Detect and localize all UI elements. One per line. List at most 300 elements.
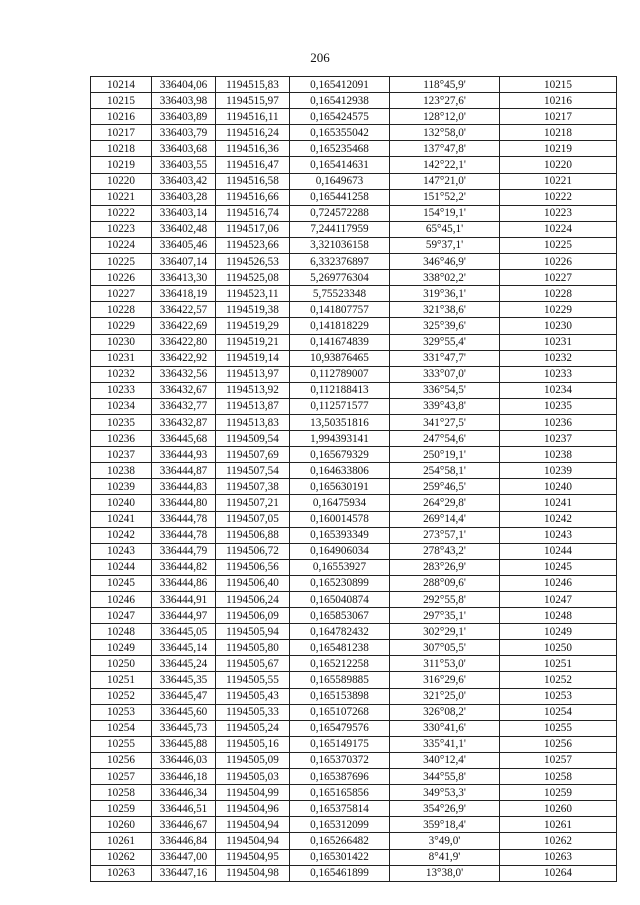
table-row	[91, 125, 617, 141]
x-coordinate-cell: 336445,24	[152, 656, 216, 672]
y-coordinate-cell: 1194515,83	[216, 77, 290, 93]
y-coordinate-cell: 1194506,88	[216, 527, 290, 543]
x-coordinate-cell: 336445,05	[152, 624, 216, 640]
x-coordinate-cell: 336402,48	[152, 221, 216, 237]
y-coordinate-cell: 1194505,33	[216, 704, 290, 720]
point-id-cell: 10219	[91, 157, 152, 173]
distance-cell: 1,994393141	[290, 431, 390, 447]
next-point-id-cell: 10260	[500, 801, 617, 817]
next-point-id-cell: 10236	[500, 414, 617, 430]
bearing-cell: 331°47,7'	[390, 350, 500, 366]
next-point-id-cell: 10245	[500, 559, 617, 575]
table-row	[91, 173, 617, 189]
y-coordinate-cell: 1194505,16	[216, 736, 290, 752]
next-point-id-cell: 10240	[500, 479, 617, 495]
x-coordinate-cell: 336422,57	[152, 302, 216, 318]
point-id-cell: 10224	[91, 237, 152, 253]
bearing-cell: 278°43,2'	[390, 543, 500, 559]
y-coordinate-cell: 1194516,36	[216, 141, 290, 157]
table-row	[91, 350, 617, 366]
point-id-cell: 10226	[91, 270, 152, 286]
y-coordinate-cell: 1194504,96	[216, 801, 290, 817]
distance-cell: 0,165414631	[290, 157, 390, 173]
next-point-id-cell: 10257	[500, 752, 617, 768]
point-id-cell: 10259	[91, 801, 152, 817]
point-id-cell: 10232	[91, 366, 152, 382]
x-coordinate-cell: 336444,78	[152, 511, 216, 527]
bearing-cell: 340°12,4'	[390, 752, 500, 768]
x-coordinate-cell: 336432,77	[152, 398, 216, 414]
y-coordinate-cell: 1194505,94	[216, 624, 290, 640]
distance-cell: 0,165040874	[290, 592, 390, 608]
distance-cell: 0,165589885	[290, 672, 390, 688]
table-row	[91, 77, 617, 93]
point-id-cell: 10262	[91, 849, 152, 865]
next-point-id-cell: 10263	[500, 849, 617, 865]
distance-cell: 0,165412091	[290, 77, 390, 93]
y-coordinate-cell: 1194505,80	[216, 640, 290, 656]
table-row	[91, 785, 617, 801]
y-coordinate-cell: 1194507,69	[216, 447, 290, 463]
table-row	[91, 431, 617, 447]
distance-cell: 0,165301422	[290, 849, 390, 865]
point-id-cell: 10253	[91, 704, 152, 720]
bearing-cell: 259°46,5'	[390, 479, 500, 495]
next-point-id-cell: 10222	[500, 189, 617, 205]
point-id-cell: 10258	[91, 785, 152, 801]
distance-cell: 0,165630191	[290, 479, 390, 495]
table-row	[91, 849, 617, 865]
distance-cell: 0,165212258	[290, 656, 390, 672]
table-row	[91, 817, 617, 833]
next-point-id-cell: 10238	[500, 447, 617, 463]
next-point-id-cell: 10250	[500, 640, 617, 656]
table-row	[91, 543, 617, 559]
x-coordinate-cell: 336447,00	[152, 849, 216, 865]
x-coordinate-cell: 336444,80	[152, 495, 216, 511]
x-coordinate-cell: 336444,83	[152, 479, 216, 495]
bearing-cell: 151°52,2'	[390, 189, 500, 205]
table-row	[91, 624, 617, 640]
y-coordinate-cell: 1194505,09	[216, 752, 290, 768]
y-coordinate-cell: 1194506,40	[216, 575, 290, 591]
coordinates-table	[90, 76, 617, 882]
distance-cell: 7,244117959	[290, 221, 390, 237]
point-id-cell: 10249	[91, 640, 152, 656]
distance-cell: 0,1649673	[290, 173, 390, 189]
y-coordinate-cell: 1194505,67	[216, 656, 290, 672]
y-coordinate-cell: 1194504,94	[216, 817, 290, 833]
point-id-cell: 10255	[91, 736, 152, 752]
y-coordinate-cell: 1194516,47	[216, 157, 290, 173]
table-row	[91, 592, 617, 608]
point-id-cell: 10246	[91, 592, 152, 608]
x-coordinate-cell: 336407,14	[152, 254, 216, 270]
bearing-cell: 13°38,0'	[390, 865, 500, 881]
next-point-id-cell: 10261	[500, 817, 617, 833]
distance-cell: 13,50351816	[290, 414, 390, 430]
y-coordinate-cell: 1194507,54	[216, 463, 290, 479]
bearing-cell: 335°41,1'	[390, 736, 500, 752]
point-id-cell: 10240	[91, 495, 152, 511]
x-coordinate-cell: 336444,97	[152, 608, 216, 624]
table-row	[91, 479, 617, 495]
distance-cell: 0,165375814	[290, 801, 390, 817]
distance-cell: 3,321036158	[290, 237, 390, 253]
x-coordinate-cell: 336444,91	[152, 592, 216, 608]
distance-cell: 0,165441258	[290, 189, 390, 205]
distance-cell: 5,75523348	[290, 286, 390, 302]
bearing-cell: 349°53,3'	[390, 785, 500, 801]
y-coordinate-cell: 1194506,24	[216, 592, 290, 608]
x-coordinate-cell: 336422,69	[152, 318, 216, 334]
bearing-cell: 132°58,0'	[390, 125, 500, 141]
point-id-cell: 10231	[91, 350, 152, 366]
distance-cell: 0,165355042	[290, 125, 390, 141]
point-id-cell: 10236	[91, 431, 152, 447]
next-point-id-cell: 10264	[500, 865, 617, 881]
next-point-id-cell: 10217	[500, 109, 617, 125]
table-row	[91, 157, 617, 173]
table-row	[91, 93, 617, 109]
distance-cell: 0,165679329	[290, 447, 390, 463]
bearing-cell: 333°07,0'	[390, 366, 500, 382]
bearing-cell: 341°27,5'	[390, 414, 500, 430]
bearing-cell: 336°54,5'	[390, 382, 500, 398]
next-point-id-cell: 10232	[500, 350, 617, 366]
table-row	[91, 640, 617, 656]
x-coordinate-cell: 336447,16	[152, 865, 216, 881]
table-row	[91, 752, 617, 768]
x-coordinate-cell: 336432,87	[152, 414, 216, 430]
bearing-cell: 269°14,4'	[390, 511, 500, 527]
y-coordinate-cell: 1194506,56	[216, 559, 290, 575]
bearing-cell: 311°53,0'	[390, 656, 500, 672]
distance-cell: 5,269776304	[290, 270, 390, 286]
table-row	[91, 511, 617, 527]
point-id-cell: 10256	[91, 752, 152, 768]
x-coordinate-cell: 336403,42	[152, 173, 216, 189]
table-row	[91, 109, 617, 125]
bearing-cell: 359°18,4'	[390, 817, 500, 833]
next-point-id-cell: 10259	[500, 785, 617, 801]
bearing-cell: 302°29,1'	[390, 624, 500, 640]
point-id-cell: 10215	[91, 93, 152, 109]
bearing-cell: 354°26,9'	[390, 801, 500, 817]
distance-cell: 0,164906034	[290, 543, 390, 559]
distance-cell: 0,165853067	[290, 608, 390, 624]
next-point-id-cell: 10237	[500, 431, 617, 447]
next-point-id-cell: 10249	[500, 624, 617, 640]
bearing-cell: 288°09,6'	[390, 575, 500, 591]
point-id-cell: 10242	[91, 527, 152, 543]
x-coordinate-cell: 336444,78	[152, 527, 216, 543]
y-coordinate-cell: 1194513,92	[216, 382, 290, 398]
distance-cell: 0,165149175	[290, 736, 390, 752]
y-coordinate-cell: 1194517,06	[216, 221, 290, 237]
y-coordinate-cell: 1194516,66	[216, 189, 290, 205]
y-coordinate-cell: 1194505,43	[216, 688, 290, 704]
next-point-id-cell: 10241	[500, 495, 617, 511]
table-row	[91, 141, 617, 157]
distance-cell: 0,16553927	[290, 559, 390, 575]
point-id-cell: 10220	[91, 173, 152, 189]
y-coordinate-cell: 1194515,97	[216, 93, 290, 109]
next-point-id-cell: 10229	[500, 302, 617, 318]
bearing-cell: 344°55,8'	[390, 769, 500, 785]
bearing-cell: 59°37,1'	[390, 237, 500, 253]
table-row	[91, 865, 617, 881]
next-point-id-cell: 10225	[500, 237, 617, 253]
distance-cell: 0,112188413	[290, 382, 390, 398]
point-id-cell: 10216	[91, 109, 152, 125]
distance-cell: 0,141807757	[290, 302, 390, 318]
y-coordinate-cell: 1194519,21	[216, 334, 290, 350]
x-coordinate-cell: 336446,34	[152, 785, 216, 801]
distance-cell: 0,165235468	[290, 141, 390, 157]
y-coordinate-cell: 1194505,24	[216, 720, 290, 736]
y-coordinate-cell: 1194504,98	[216, 865, 290, 881]
bearing-cell: 338°02,2'	[390, 270, 500, 286]
distance-cell: 0,165387696	[290, 769, 390, 785]
next-point-id-cell: 10242	[500, 511, 617, 527]
bearing-cell: 247°54,6'	[390, 431, 500, 447]
next-point-id-cell: 10216	[500, 93, 617, 109]
x-coordinate-cell: 336444,79	[152, 543, 216, 559]
distance-cell: 0,165424575	[290, 109, 390, 125]
point-id-cell: 10221	[91, 189, 152, 205]
x-coordinate-cell: 336403,89	[152, 109, 216, 125]
y-coordinate-cell: 1194505,03	[216, 769, 290, 785]
bearing-cell: 3°49,0'	[390, 833, 500, 849]
next-point-id-cell: 10251	[500, 656, 617, 672]
distance-cell: 0,165312099	[290, 817, 390, 833]
distance-cell: 0,165230899	[290, 575, 390, 591]
point-id-cell: 10229	[91, 318, 152, 334]
table-row	[91, 286, 617, 302]
point-id-cell: 10235	[91, 414, 152, 430]
bearing-cell: 326°08,2'	[390, 704, 500, 720]
next-point-id-cell: 10256	[500, 736, 617, 752]
table-row	[91, 398, 617, 414]
point-id-cell: 10254	[91, 720, 152, 736]
x-coordinate-cell: 336422,80	[152, 334, 216, 350]
bearing-cell: 283°26,9'	[390, 559, 500, 575]
next-point-id-cell: 10254	[500, 704, 617, 720]
table-row	[91, 221, 617, 237]
distance-cell: 0,165461899	[290, 865, 390, 881]
point-id-cell: 10243	[91, 543, 152, 559]
point-id-cell: 10260	[91, 817, 152, 833]
point-id-cell: 10238	[91, 463, 152, 479]
table-row	[91, 704, 617, 720]
next-point-id-cell: 10262	[500, 833, 617, 849]
point-id-cell: 10250	[91, 656, 152, 672]
point-id-cell: 10245	[91, 575, 152, 591]
point-id-cell: 10263	[91, 865, 152, 881]
y-coordinate-cell: 1194506,72	[216, 543, 290, 559]
point-id-cell: 10239	[91, 479, 152, 495]
bearing-cell: 316°29,6'	[390, 672, 500, 688]
coordinates-table-body	[91, 77, 617, 882]
next-point-id-cell: 10220	[500, 157, 617, 173]
table-row	[91, 575, 617, 591]
y-coordinate-cell: 1194526,53	[216, 254, 290, 270]
distance-cell: 10,93876465	[290, 350, 390, 366]
next-point-id-cell: 10226	[500, 254, 617, 270]
bearing-cell: 147°21,0'	[390, 173, 500, 189]
table-row	[91, 334, 617, 350]
y-coordinate-cell: 1194516,24	[216, 125, 290, 141]
next-point-id-cell: 10234	[500, 382, 617, 398]
y-coordinate-cell: 1194504,95	[216, 849, 290, 865]
x-coordinate-cell: 336445,73	[152, 720, 216, 736]
point-id-cell: 10230	[91, 334, 152, 350]
table-row	[91, 447, 617, 463]
table-row	[91, 414, 617, 430]
y-coordinate-cell: 1194513,83	[216, 414, 290, 430]
y-coordinate-cell: 1194513,97	[216, 366, 290, 382]
y-coordinate-cell: 1194504,94	[216, 833, 290, 849]
distance-cell: 0,164782432	[290, 624, 390, 640]
page-number: 206	[310, 50, 330, 65]
bearing-cell: 123°27,6'	[390, 93, 500, 109]
x-coordinate-cell: 336444,93	[152, 447, 216, 463]
table-row	[91, 495, 617, 511]
bearing-cell: 142°22,1'	[390, 157, 500, 173]
y-coordinate-cell: 1194513,87	[216, 398, 290, 414]
next-point-id-cell: 10218	[500, 125, 617, 141]
distance-cell: 0,141674839	[290, 334, 390, 350]
next-point-id-cell: 10227	[500, 270, 617, 286]
x-coordinate-cell: 336404,06	[152, 77, 216, 93]
bearing-cell: 8°41,9'	[390, 849, 500, 865]
table-row	[91, 801, 617, 817]
bearing-cell: 154°19,1'	[390, 205, 500, 221]
y-coordinate-cell: 1194516,11	[216, 109, 290, 125]
y-coordinate-cell: 1194516,58	[216, 173, 290, 189]
y-coordinate-cell: 1194507,38	[216, 479, 290, 495]
table-row	[91, 608, 617, 624]
y-coordinate-cell: 1194523,66	[216, 237, 290, 253]
distance-cell: 0,165153898	[290, 688, 390, 704]
next-point-id-cell: 10221	[500, 173, 617, 189]
table-row	[91, 720, 617, 736]
next-point-id-cell: 10253	[500, 688, 617, 704]
point-id-cell: 10241	[91, 511, 152, 527]
distance-cell: 0,165481238	[290, 640, 390, 656]
next-point-id-cell: 10224	[500, 221, 617, 237]
table-row	[91, 736, 617, 752]
point-id-cell: 10251	[91, 672, 152, 688]
bearing-cell: 254°58,1'	[390, 463, 500, 479]
point-id-cell: 10248	[91, 624, 152, 640]
distance-cell: 0,165393349	[290, 527, 390, 543]
x-coordinate-cell: 336403,55	[152, 157, 216, 173]
distance-cell: 0,164633806	[290, 463, 390, 479]
point-id-cell: 10228	[91, 302, 152, 318]
next-point-id-cell: 10223	[500, 205, 617, 221]
x-coordinate-cell: 336446,67	[152, 817, 216, 833]
x-coordinate-cell: 336445,88	[152, 736, 216, 752]
y-coordinate-cell: 1194507,21	[216, 495, 290, 511]
x-coordinate-cell: 336445,60	[152, 704, 216, 720]
distance-cell: 0,165370372	[290, 752, 390, 768]
y-coordinate-cell: 1194519,38	[216, 302, 290, 318]
x-coordinate-cell: 336422,92	[152, 350, 216, 366]
bearing-cell: 65°45,1'	[390, 221, 500, 237]
bearing-cell: 319°36,1'	[390, 286, 500, 302]
table-row	[91, 366, 617, 382]
x-coordinate-cell: 336445,35	[152, 672, 216, 688]
distance-cell: 0,165412938	[290, 93, 390, 109]
distance-cell: 0,160014578	[290, 511, 390, 527]
x-coordinate-cell: 336444,87	[152, 463, 216, 479]
x-coordinate-cell: 336403,68	[152, 141, 216, 157]
x-coordinate-cell: 336403,98	[152, 93, 216, 109]
bearing-cell: 307°05,5'	[390, 640, 500, 656]
y-coordinate-cell: 1194525,08	[216, 270, 290, 286]
bearing-cell: 137°47,8'	[390, 141, 500, 157]
x-coordinate-cell: 336446,03	[152, 752, 216, 768]
point-id-cell: 10222	[91, 205, 152, 221]
table-row	[91, 270, 617, 286]
x-coordinate-cell: 336403,28	[152, 189, 216, 205]
next-point-id-cell: 10243	[500, 527, 617, 543]
y-coordinate-cell: 1194506,09	[216, 608, 290, 624]
point-id-cell: 10257	[91, 769, 152, 785]
table-row	[91, 833, 617, 849]
distance-cell: 0,16475934	[290, 495, 390, 511]
point-id-cell: 10244	[91, 559, 152, 575]
table-row	[91, 527, 617, 543]
table-row	[91, 318, 617, 334]
bearing-cell: 292°55,8'	[390, 592, 500, 608]
table-row	[91, 237, 617, 253]
next-point-id-cell: 10228	[500, 286, 617, 302]
x-coordinate-cell: 336405,46	[152, 237, 216, 253]
y-coordinate-cell: 1194519,29	[216, 318, 290, 334]
next-point-id-cell: 10239	[500, 463, 617, 479]
table-row	[91, 254, 617, 270]
next-point-id-cell: 10233	[500, 366, 617, 382]
x-coordinate-cell: 336446,51	[152, 801, 216, 817]
point-id-cell: 10223	[91, 221, 152, 237]
point-id-cell: 10227	[91, 286, 152, 302]
distance-cell: 6,332376897	[290, 254, 390, 270]
next-point-id-cell: 10219	[500, 141, 617, 157]
bearing-cell: 118°45,9'	[390, 77, 500, 93]
next-point-id-cell: 10258	[500, 769, 617, 785]
table-row	[91, 672, 617, 688]
table-row	[91, 463, 617, 479]
next-point-id-cell: 10246	[500, 575, 617, 591]
table-row	[91, 205, 617, 221]
bearing-cell: 329°55,4'	[390, 334, 500, 350]
x-coordinate-cell: 336403,79	[152, 125, 216, 141]
next-point-id-cell: 10215	[500, 77, 617, 93]
table-row	[91, 382, 617, 398]
distance-cell: 0,165165856	[290, 785, 390, 801]
point-id-cell: 10237	[91, 447, 152, 463]
point-id-cell: 10217	[91, 125, 152, 141]
table-row	[91, 189, 617, 205]
bearing-cell: 330°41,6'	[390, 720, 500, 736]
next-point-id-cell: 10255	[500, 720, 617, 736]
distance-cell: 0,165107268	[290, 704, 390, 720]
x-coordinate-cell: 336413,30	[152, 270, 216, 286]
point-id-cell: 10233	[91, 382, 152, 398]
